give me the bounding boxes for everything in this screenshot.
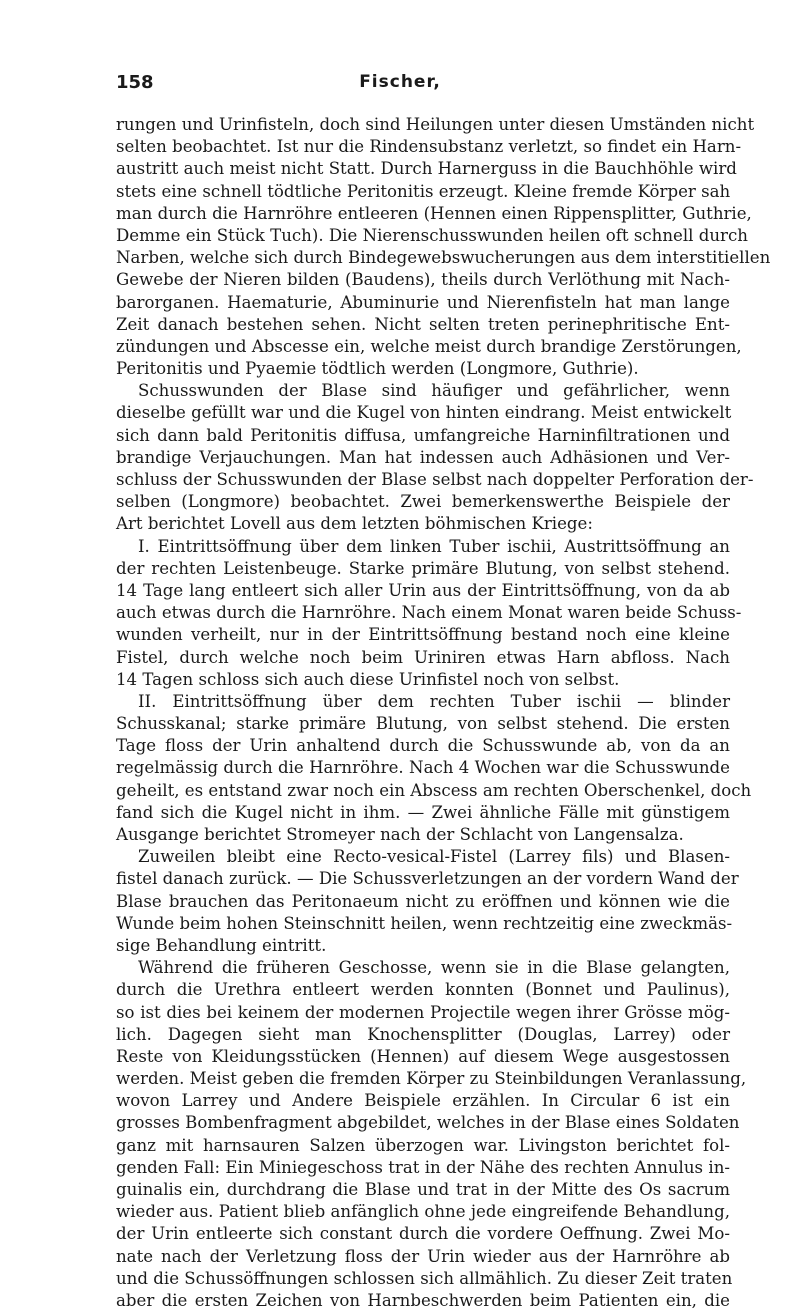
page-header: [0, 72, 800, 98]
text-line: barorganen. Haematurie, Abuminurie und Nierenfisteln hat man lange: [116, 292, 730, 312]
text-line: ganz mit harnsauren Salzen überzogen war. Livingston berichtet fol-: [116, 1135, 730, 1155]
text-line: Reste von Kleidungsstücken (Hennen) auf diesem Wege ausgestossen: [116, 1046, 730, 1066]
text-line: Narben, welche sich durch Bindegewebswucherungen aus dem interstitiellen: [116, 248, 771, 268]
running-head: Fischer,: [359, 72, 441, 92]
text-line: regelmässig durch die Harnröhre. Nach 4 Wochen war die Schusswunde: [116, 758, 730, 778]
text-line: Tage floss der Urin anhaltend durch die Schusswunde ab, von da an: [116, 736, 730, 756]
text-line: dieselbe gefüllt war und die Kugel von hinten eindrang. Meist entwickelt: [116, 403, 732, 423]
text-line: fand sich die Kugel nicht in ihm. — Zwei ähnliche Fälle mit günstigem: [116, 802, 730, 822]
text-line: der Urin entleerte sich constant durch die vordere Oeffnung. Zwei Mo-: [116, 1224, 730, 1244]
text-line: wunden verheilt, nur in der Eintrittsöffnung bestand noch eine kleine: [116, 625, 730, 645]
text-line: I. Eintrittsöffnung über dem linken Tuber ischii, Austrittsöffnung an: [138, 536, 730, 556]
text-line: man durch die Harnröhre entleeren (Hennen einen Rippensplitter, Guthrie,: [116, 203, 752, 223]
text-line: der rechten Leistenbeuge. Starke primäre Blutung, von selbst stehend.: [116, 558, 730, 578]
text-line: so ist dies bei keinem der modernen Projectile wegen ihrer Grösse mög-: [116, 1002, 730, 1022]
text-line: brandige Verjauchungen. Man hat indessen auch Adhäsionen und Ver-: [116, 447, 730, 467]
text-line: nate nach der Verletzung floss der Urin wieder aus der Harnröhre ab: [116, 1246, 730, 1266]
text-line: geheilt, es entstand zwar noch ein Abscess am rechten Oberschenkel, doch: [116, 780, 752, 800]
text-line: aber die ersten Zeichen von Harnbeschwerden beim Patienten ein, die: [116, 1290, 730, 1310]
text-line: Demme ein Stück Tuch). Die Nierenschusswunden heilen oft schnell durch: [116, 225, 748, 245]
text-line: und die Schussöffnungen schlossen sich allmählich. Zu dieser Zeit traten: [116, 1268, 733, 1288]
text-line: wovon Larrey und Andere Beispiele erzählen. In Circular 6 ist ein: [116, 1091, 730, 1111]
text-line: selten beobachtet. Ist nur die Rindensubstanz verletzt, so findet ein Harn-: [116, 137, 742, 157]
text-line: sige Behandlung eintritt.: [116, 935, 327, 955]
text-line: durch die Urethra entleert werden konnten (Bonnet und Paulinus),: [116, 980, 730, 1000]
body-text: [116, 114, 771, 1312]
text-line: Peritonitis und Pyaemie tödtlich werden (Longmore, Guthrie).: [116, 359, 639, 379]
page-number: 158: [116, 72, 154, 93]
text-line: 14 Tage lang entleert sich aller Urin aus der Eintrittsöffnung, von da ab: [116, 580, 730, 600]
text-line: fistel danach zurück. — Die Schussverletzungen an der vordern Wand der: [116, 869, 739, 889]
text-line: auch etwas durch die Harnröhre. Nach einem Monat waren beide Schuss-: [116, 603, 742, 623]
text-line: werden. Meist geben die fremden Körper zu Steinbildungen Veranlassung,: [116, 1069, 747, 1089]
text-line: selben (Longmore) beobachtet. Zwei bemerkenswerthe Beispiele der: [116, 492, 730, 512]
text-line: lich. Dagegen sieht man Knochensplitter (Douglas, Larrey) oder: [116, 1024, 730, 1044]
text-line: austritt auch meist nicht Statt. Durch Harnerguss in die Bauchhöhle wird: [116, 159, 737, 179]
text-line: Fistel, durch welche noch beim Uriniren etwas Harn abfloss. Nach: [116, 647, 730, 667]
text-line: Ausgange berichtet Stromeyer nach der Schlacht von Langensalza.: [116, 825, 684, 844]
text-line: wieder aus. Patient blieb anfänglich ohne jede eingreifende Behandlung,: [116, 1202, 730, 1222]
text-line: Während die früheren Geschosse, wenn sie in die Blase gelangten,: [138, 958, 730, 978]
text-line: Blase brauchen das Peritonaeum nicht zu eröffnen und können wie die: [116, 891, 730, 911]
text-line: Wunde beim hohen Steinschnitt heilen, wenn rechtzeitig eine zweckmäs-: [116, 913, 733, 933]
text-line: zündungen und Abscesse ein, welche meist durch brandige Zerstörungen,: [116, 336, 742, 356]
text-line: grosses Bombenfragment abgebildet, welches in der Blase eines Soldaten: [116, 1113, 740, 1133]
text-line: Schusswunden der Blase sind häufiger und gefährlicher, wenn: [138, 381, 730, 401]
text-line: stets eine schnell tödtliche Peritonitis erzeugt. Kleine fremde Körper sah: [116, 181, 731, 201]
text-line: Art berichtet Lovell aus dem letzten böhmischen Kriege:: [116, 514, 593, 534]
text-line: II. Eintrittsöffnung über dem rechten Tuber ischii — blinder: [138, 691, 730, 711]
text-line: guinalis ein, durchdrang die Blase und trat in der Mitte des Os sacrum: [116, 1180, 730, 1199]
text-line: genden Fall: Ein Miniegeschoss trat in der Nähe des rechten Annulus in-: [116, 1157, 730, 1177]
text-line: 14 Tagen schloss sich auch diese Urinfistel noch von selbst.: [116, 669, 620, 689]
text-line: Schusskanal; starke primäre Blutung, von selbst stehend. Die ersten: [116, 714, 730, 734]
text-line: Zuweilen bleibt eine Recto-vesical-Fistel (Larrey fils) und Blasen-: [138, 847, 730, 867]
text-line: rungen und Urinfisteln, doch sind Heilungen unter diesen Umständen nicht: [116, 115, 755, 134]
text-line: Gewebe der Nieren bilden (Baudens), theils durch Verlöthung mit Nach-: [116, 270, 730, 290]
text-line: sich dann bald Peritonitis diffusa, umfangreiche Harninfiltrationen und: [116, 425, 730, 445]
text-line: Zeit danach bestehen sehen. Nicht selten treten perinephritische Ent-: [116, 314, 730, 334]
text-line: schluss der Schusswunden der Blase selbst nach doppelter Perforation der-: [116, 470, 754, 489]
